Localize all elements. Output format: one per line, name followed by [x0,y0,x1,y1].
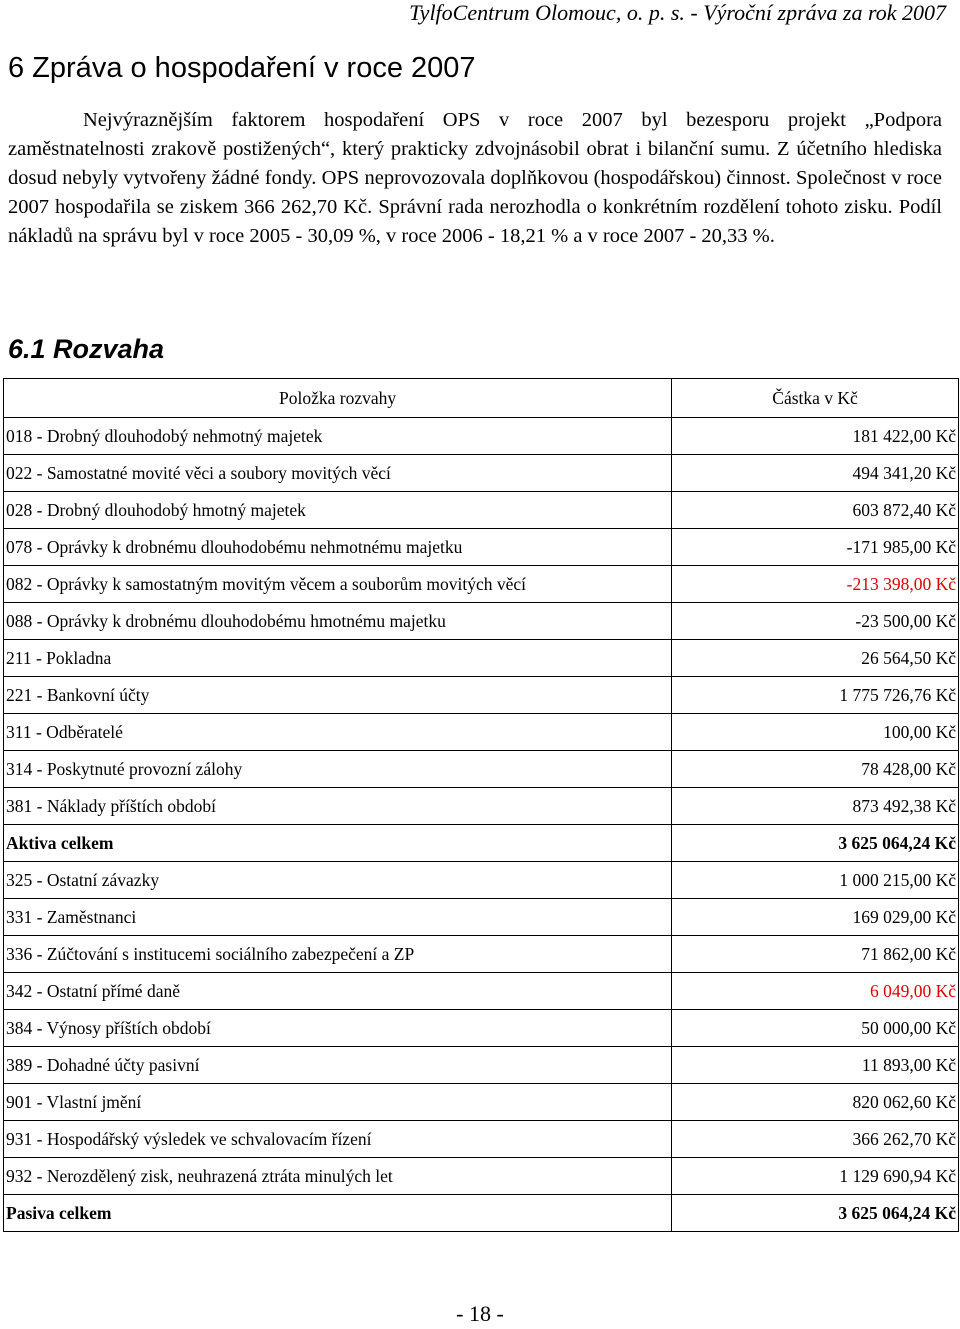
table-row [4,529,959,566]
row-item: 336 - Zúčtování s institucemi sociálního zabezpečení a ZP [4,936,672,973]
row-amount: 50 000,00 Kč [672,1010,959,1047]
row-item: 384 - Výnosy příštích období [4,1010,672,1047]
row-item: 314 - Poskytnuté provozní zálohy [4,751,672,788]
row-amount: 1 000 215,00 Kč [672,862,959,899]
table-row [4,455,959,492]
table-row [4,677,959,714]
row-amount: 1 129 690,94 Kč [672,1158,959,1195]
row-item: 018 - Drobný dlouhodobý nehmotný majetek [4,418,672,455]
row-amount: 78 428,00 Kč [672,751,959,788]
row-amount: 100,00 Kč [672,714,959,751]
row-amount: 3 625 064,24 Kč [672,1195,959,1232]
row-amount: 11 893,00 Kč [672,1047,959,1084]
table-row [4,640,959,677]
row-item: 211 - Pokladna [4,640,672,677]
section-body [8,106,942,251]
row-amount: 366 262,70 Kč [672,1121,959,1158]
row-item: 342 - Ostatní přímé daně [4,973,672,1010]
table-row [4,1047,959,1084]
row-item: Aktiva celkem [4,825,672,862]
row-item: 901 - Vlastní jmění [4,1084,672,1121]
table-row [4,566,959,603]
row-item: 331 - Zaměstnanci [4,899,672,936]
row-item: 932 - Nerozdělený zisk, neuhrazená ztráta minulých let [4,1158,672,1195]
row-item: 325 - Ostatní závazky [4,862,672,899]
row-amount: 820 062,60 Kč [672,1084,959,1121]
table-header-row [4,379,959,418]
section-paragraph: Nejvýraznějším faktorem hospodaření OPS v roce 2007 byl bezesporu projekt „Podpora zaměstnatelnosti zrakově postižených“, který prakticky zdvojnásobil obrat i bilanční sumu. Z účetního hlediska dosud nebyly vytvořeny žádné fondy. OPS neprovozovala doplňkovou (hospodářskou) činnost. Společnost v roce 2007 hospodařila se ziskem 366 262,70 Kč. Správní rada nerozhodla o konkrétním rozdělení tohoto zisku. Podíl nákladů na správu byl v roce 2005 - 30,09 %, v roce 2006 - 18,21 % a v roce 2007 - 20,33 %. [8,109,942,247]
table-row [4,862,959,899]
page-number: - 18 - [456,1301,504,1326]
table-row [4,418,959,455]
row-item: 082 - Oprávky k samostatným movitým věcem a souborům movitých věcí [4,566,672,603]
table-row [4,936,959,973]
row-amount: 71 862,00 Kč [672,936,959,973]
row-amount: 494 341,20 Kč [672,455,959,492]
table-row [4,751,959,788]
row-amount: 26 564,50 Kč [672,640,959,677]
row-amount: 3 625 064,24 Kč [672,825,959,862]
row-item: 078 - Oprávky k drobnému dlouhodobému nehmotnému majetku [4,529,672,566]
row-amount: -171 985,00 Kč [672,529,959,566]
row-item: 221 - Bankovní účty [4,677,672,714]
row-amount: 1 775 726,76 Kč [672,677,959,714]
row-item: 022 - Samostatné movité věci a soubory movitých věcí [4,455,672,492]
row-item: 311 - Odběratelé [4,714,672,751]
table-row [4,1010,959,1047]
row-amount: 873 492,38 Kč [672,788,959,825]
subsection-title: 6.1 Rozvaha [8,334,165,364]
row-amount: 6 049,00 Kč [672,973,959,1010]
balance-sheet-table [3,378,959,1232]
table-row [4,788,959,825]
row-item: 389 - Dohadné účty pasivní [4,1047,672,1084]
section-title: 6 Zpráva o hospodaření v roce 2007 [8,52,476,84]
row-item: 088 - Oprávky k drobnému dlouhodobému hmotnému majetku [4,603,672,640]
table-row [4,492,959,529]
table-row [4,603,959,640]
row-item: 381 - Náklady příštích období [4,788,672,825]
row-amount: 169 029,00 Kč [672,899,959,936]
table-row [4,973,959,1010]
column-header-item: Položka rozvahy [4,379,672,418]
table-row [4,899,959,936]
table-row [4,1158,959,1195]
column-header-amount: Částka v Kč [672,379,959,418]
row-item: Pasiva celkem [4,1195,672,1232]
table-row-total-liabilities [4,1195,959,1232]
table-row [4,714,959,751]
row-item: 931 - Hospodářský výsledek ve schvalovacím řízení [4,1121,672,1158]
row-amount: -213 398,00 Kč [672,566,959,603]
row-amount: -23 500,00 Kč [672,603,959,640]
running-header: TylfoCentrum Olomouc, o. p. s. - Výroční zpráva za rok 2007 [409,0,946,25]
table-row-total-assets [4,825,959,862]
row-item: 028 - Drobný dlouhodobý hmotný majetek [4,492,672,529]
row-amount: 603 872,40 Kč [672,492,959,529]
table-row [4,1121,959,1158]
row-amount: 181 422,00 Kč [672,418,959,455]
table-row [4,1084,959,1121]
